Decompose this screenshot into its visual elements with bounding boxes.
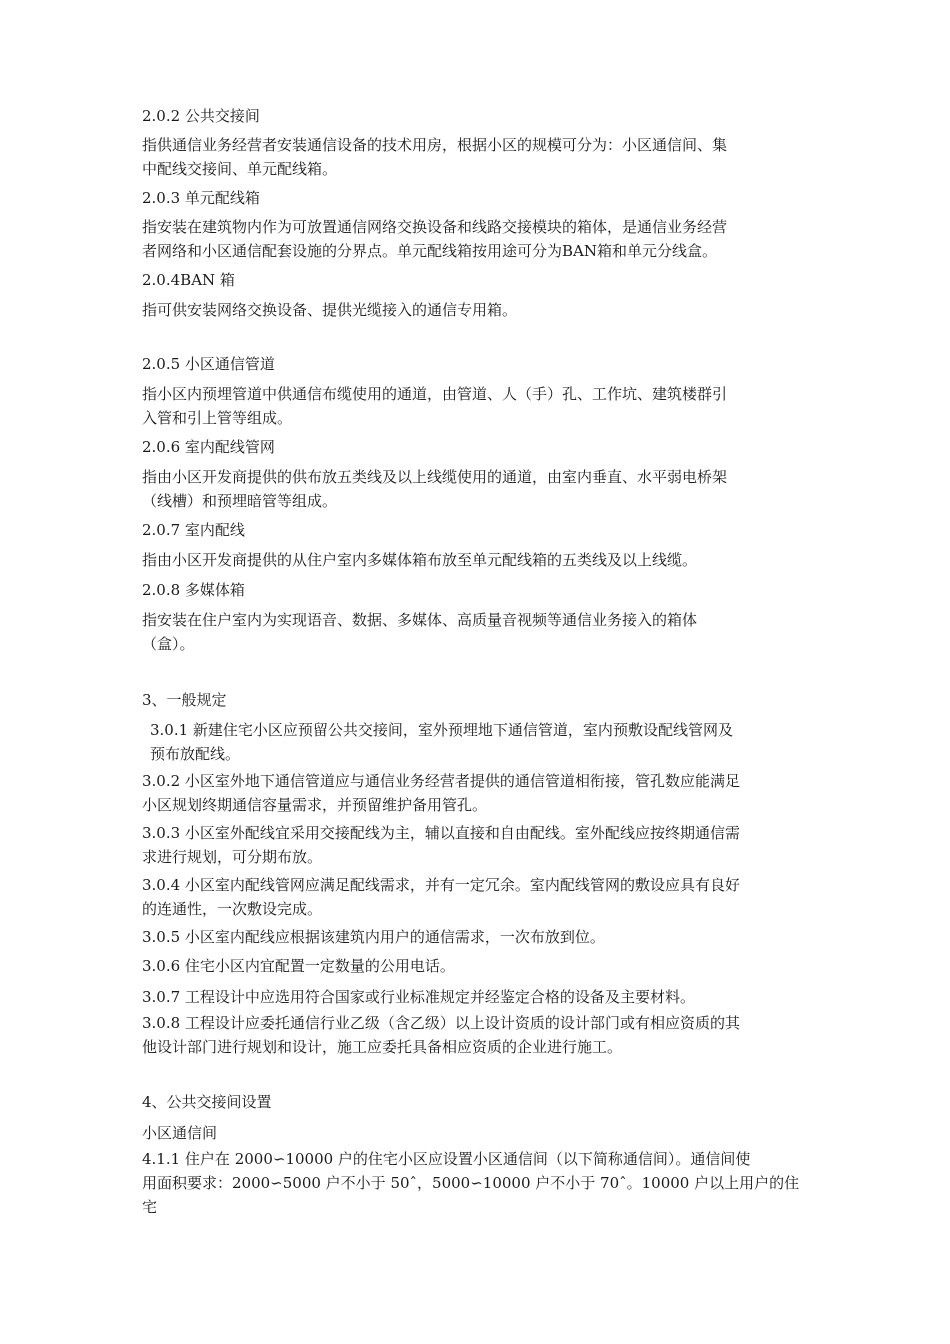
paragraph-3-0-8: 3.0.8 工程设计应委托通信行业乙级（含乙级）以上设计资质的设计部门或有相应资质的其 他设计部门进行规划和设计，施工应委托具备相应资质的企业进行施工。 <box>142 1014 740 1056</box>
paragraph-3-0-3: 3.0.3 小区室外配线宜采用交接配线为主，辅以直接和自由配线。室外配线应按终期通信需 求进行规划，可分期布放。 <box>142 824 740 866</box>
paragraph-3-0-6: 3.0.6 住宅小区内宜配置一定数量的公用电话。 <box>142 957 455 975</box>
paragraph-2-0-5: 指小区内预埋管道中供通信布缆使用的通道，由管道、人（手）孔、工作坑、建筑楼群引 入管和引上管等组成。 <box>142 385 728 427</box>
section-heading-2-0-3: 2.0.3 单元配线箱 <box>142 189 260 207</box>
section-heading-2-0-5: 2.0.5 小区通信管道 <box>142 355 275 373</box>
paragraph-3-0-7: 3.0.7 工程设计中应选用符合国家或行业标准规定并经鉴定合格的设备及主要材料。 <box>142 988 695 1006</box>
section-heading-4: 4、公共交接间设置 <box>142 1093 272 1111</box>
paragraph-2-0-2: 指供通信业务经营者安装通信设备的技术用房，根据小区的规模可分为：小区通信间、集 中配线交接间、单元配线箱。 <box>142 136 728 178</box>
paragraph-2-0-7: 指由小区开发商提供的从住户室内多媒体箱布放至单元配线箱的五类线及以上线缆。 <box>142 551 698 569</box>
paragraph-4-1-1: 4.1.1 住户在 2000∽10000 户的住宅小区应设置小区通信间（以下简称通信间）。通信间使 用面积要求：2000∽5000 户不小于 50ˆ，5000∽10000 户不小于 70ˆ。10000 户以上用户的住宅 <box>142 1150 800 1216</box>
section-heading-2-0-4: 2.0.4BAN 箱 <box>142 271 235 289</box>
section-heading-2-0-2: 2.0.2 公共交接间 <box>142 107 260 125</box>
section-heading-2-0-6: 2.0.6 室内配线管网 <box>142 438 275 456</box>
paragraph-3-0-5: 3.0.5 小区室内配线应根据该建筑内用户的通信需求，一次布放到位。 <box>142 928 605 946</box>
section-heading-3: 3、一般规定 <box>142 691 227 709</box>
paragraph-3-0-2: 3.0.2 小区室外地下通信管道应与通信业务经营者提供的通信管道相衔接，管孔数应能满足 小区规划终期通信容量需求，并预留维护备用管孔。 <box>142 772 740 814</box>
section-heading-2-0-8: 2.0.8 多媒体箱 <box>142 581 245 599</box>
section-heading-2-0-7: 2.0.7 室内配线 <box>142 521 245 539</box>
paragraph-2-0-3: 指安装在建筑物内作为可放置通信网络交换设备和线路交接模块的箱体，是通信业务经营 者网络和小区通信配套设施的分界点。单元配线箱按用途可分为BAN箱和单元分线盒。 <box>142 218 728 260</box>
paragraph-2-0-8: 指安装在住户室内为实现语音、数据、多媒体、高质量音视频等通信业务接入的箱体 （盒）。 <box>142 611 698 653</box>
paragraph-2-0-6: 指由小区开发商提供的供布放五类线及以上线缆使用的通道，由室内垂直、水平弱电桥架 （线槽）和预埋暗管等组成。 <box>142 468 728 510</box>
paragraph-2-0-4: 指可供安装网络交换设备、提供光缆接入的通信专用箱。 <box>142 301 518 319</box>
paragraph-3-0-4: 3.0.4 小区室内配线管网应满足配线需求，并有一定冗余。室内配线管网的敷设应具有良好 的连通性，一次敷设完成。 <box>142 876 740 918</box>
subsection-heading-community-room: 小区通信间 <box>142 1124 218 1142</box>
paragraph-3-0-1: 3.0.1 新建住宅小区应预留公共交接间，室外预埋地下通信管道，室内预敷设配线管网及 预布放配线。 <box>150 721 733 763</box>
